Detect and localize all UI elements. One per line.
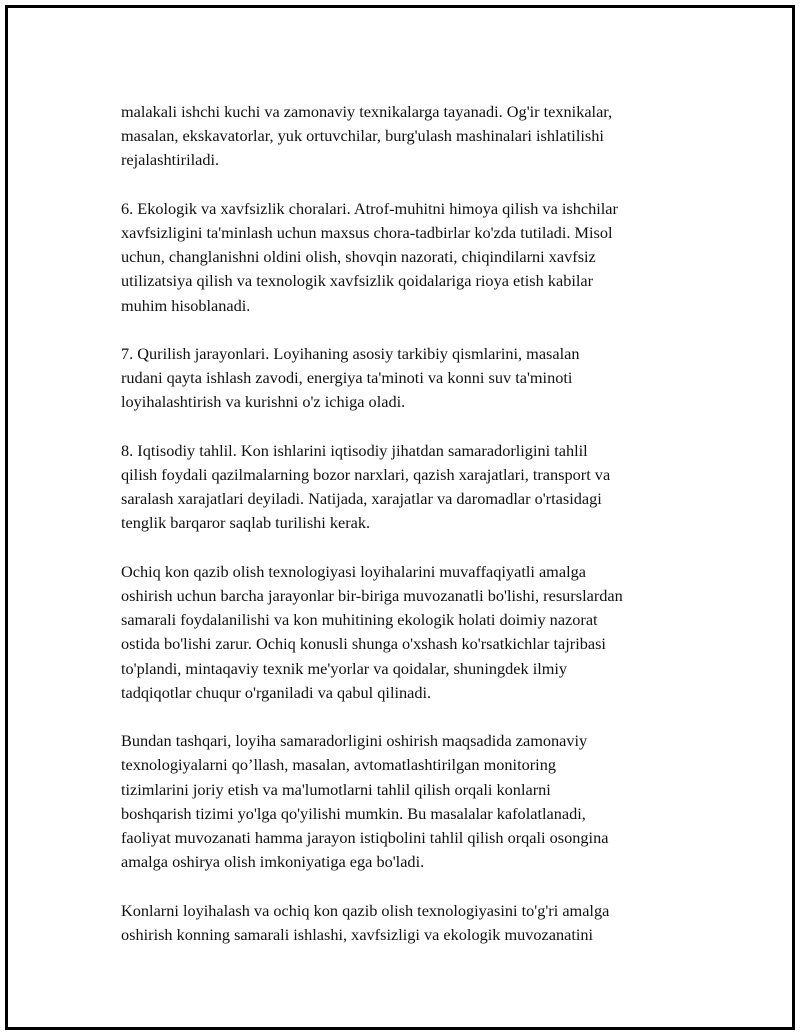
paragraph-conclusion	[121, 899, 706, 947]
paragraph-modern-technologies	[121, 729, 706, 874]
text-line: Ochiq kon qazib olish texnologiyasi loyihalarini muvaffaqiyatli amalga	[121, 561, 586, 581]
paragraph-economic-analysis	[121, 439, 706, 536]
text-line: tadqiqotlar chuqur o'rganiladi va qabul qilinadi.	[121, 682, 432, 702]
text-line: malakali ishchi kuchi va zamonaviy texnikalarga tayanadi. Og'ir texnikalar,	[121, 102, 613, 121]
text-line: to'plandi, mintaqaviy texnik me'yorlar va qoidalar, shuningdek ilmiy	[121, 658, 568, 678]
text-line: oshirish uchun barcha jarayonlar bir-biriga muvozanatli bo'lishi, resurslardan	[121, 586, 623, 605]
text-line: Konlarni loyihalash va ochiq kon qazib olish texnologiyasini to'g'ri amalga	[121, 900, 610, 920]
page-frame	[5, 5, 795, 1030]
text-line: saralash xarajatlari deyiladi. Natijada, xarajatlar va daromadlar o'rtasidagi	[121, 489, 602, 509]
document-body	[121, 100, 706, 971]
text-line: rudani qayta ishlash zavodi, energiya ta'minoti va konni suv ta'minoti	[121, 368, 573, 388]
text-line: oshirish konning samarali ishlashi, xavfsizligi va ekologik muvozanatini	[121, 924, 594, 944]
text-line: loyihalashtirish va kurishni o'z ichiga oladi.	[121, 392, 406, 412]
text-line: amalga oshirya olish imkoniyatiga ega bo'ladi.	[121, 852, 425, 872]
text-line: uchun, changlanishni oldini olish, shovqin nazorati, chiqindilarni xavfsiz	[121, 247, 596, 267]
text-line: tenglik barqaror saqlab turilishi kerak.	[121, 513, 371, 533]
text-line: samarali foydalanilishi va kon muhitining ekologik holati doimiy nazorat	[121, 610, 598, 630]
text-line: utilizatsiya qilish va texnologik xavfsizlik qoidalariga rioya etish kabilar	[121, 271, 594, 291]
text-line: faoliyat muvozanati hamma jarayon istiqbolini tahlil qilish orqali osongina	[121, 828, 609, 848]
text-line: 8. Iqtisodiy tahlil. Kon ishlarini iqtisodiy jihatdan samaradorligini tahlil	[121, 440, 588, 460]
text-line: xavfsizligini ta'minlash uchun maxsus chora-tadbirlar ko'zda tutiladi. Misol	[121, 223, 613, 242]
text-line: 7. Qurilish jarayonlari. Loyihaning asosiy tarkibiy qismlarini, masalan	[121, 344, 580, 363]
text-line: masalan, ekskavatorlar, yuk ortuvchilar, burg'ulash mashinalari ishlatilishi	[121, 126, 604, 146]
text-line: Bundan tashqari, loyiha samaradorligini oshirish maqsadida zamonaviy	[121, 731, 588, 751]
text-line: rejalashtiriladi.	[121, 150, 220, 170]
paragraph-open-pit-summary	[121, 560, 706, 705]
text-line: 6. Ekologik va xavfsizlik choralari. Atrof-muhitni himoya qilish va ishchilar	[121, 198, 618, 218]
paragraph-equipment	[121, 100, 706, 173]
text-line: ostida bo'lishi zarur. Ochiq konusli shunga o'xshash ko'rsatkichlar tajribasi	[121, 634, 606, 654]
text-line: muhim hisoblanadi.	[121, 295, 251, 315]
paragraph-ecology-safety	[121, 197, 706, 318]
text-line: boshqarish tizimi yo'lga qo'yilishi mumkin. Bu masalalar kafolatlanadi,	[121, 803, 586, 823]
text-line: qilish foydali qazilmalarning bozor narxlari, qazish xarajatlari, transport va	[121, 465, 611, 484]
text-line: texnologiyalarni qo’llash, masalan, avtomatlashtirilgan monitoring	[121, 755, 556, 775]
text-line: tizimlarini joriy etish va ma'lumotlarni tahlil qilish orqali konlarni	[121, 779, 551, 799]
paragraph-construction	[121, 342, 706, 415]
